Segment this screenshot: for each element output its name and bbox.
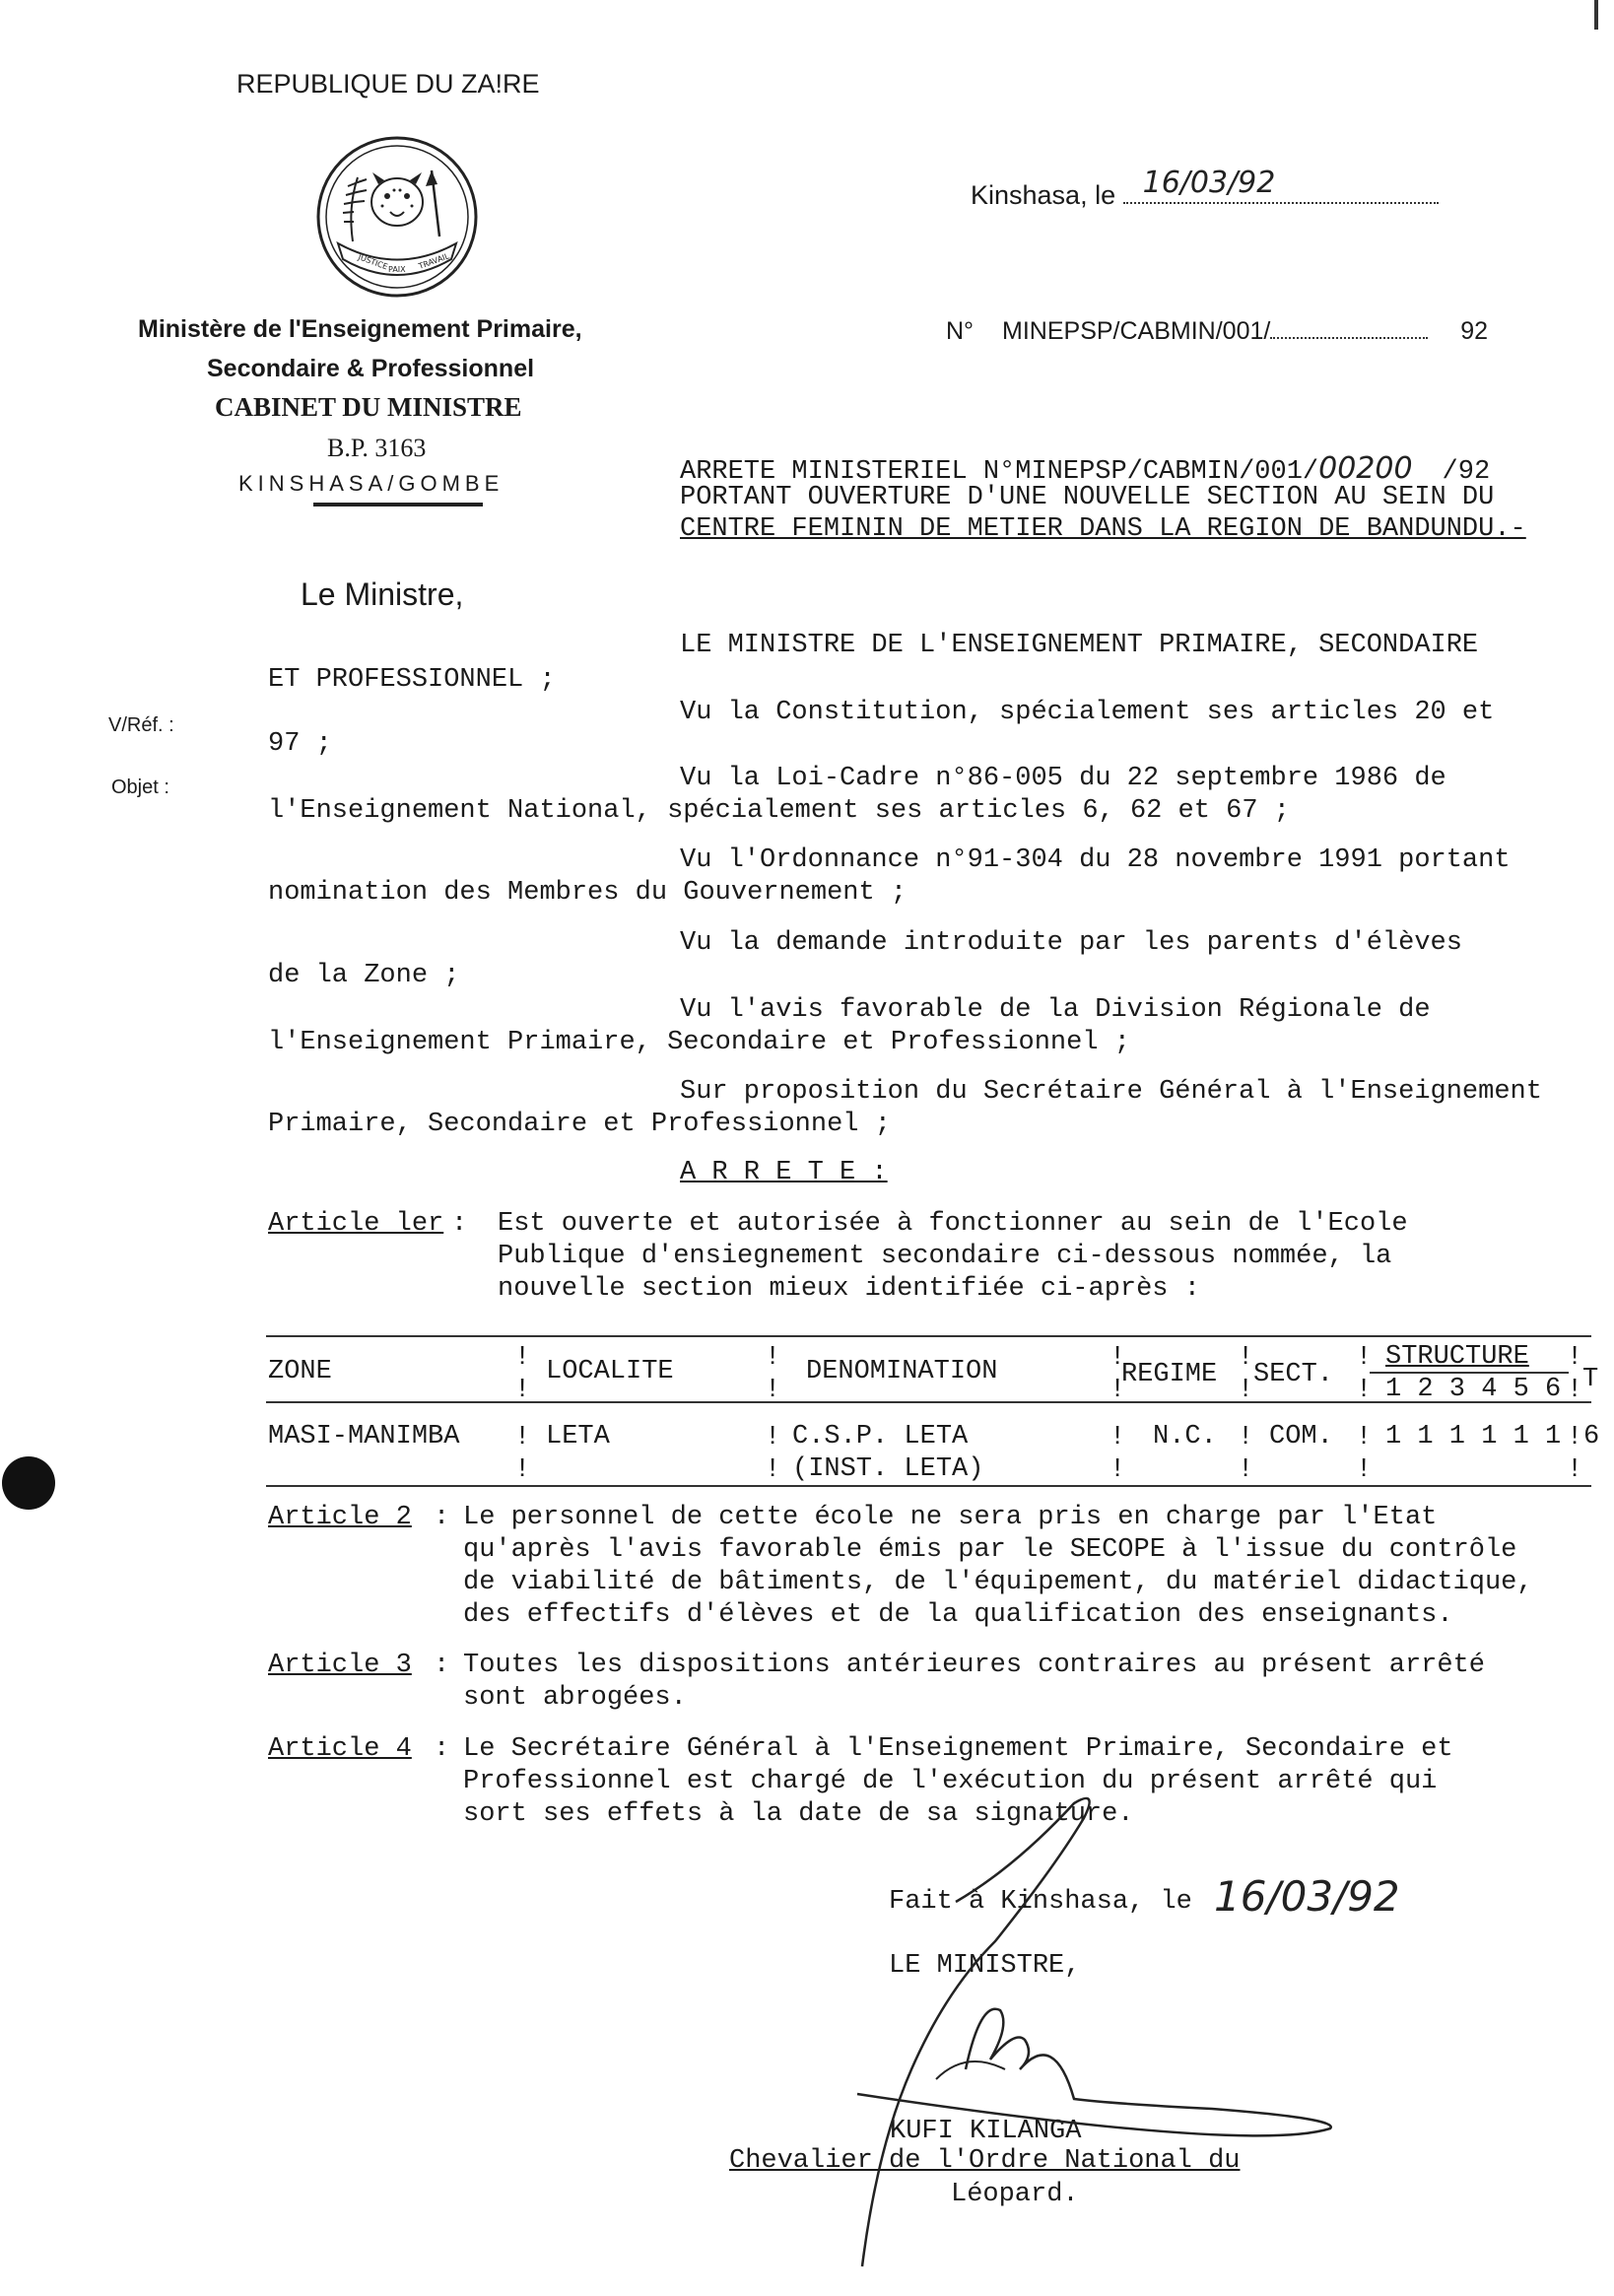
sep-2: ! !: [765, 1343, 781, 1405]
cell-sect: COM.: [1269, 1422, 1333, 1452]
cell-structure: 1 1 1 1 1 1: [1385, 1422, 1562, 1452]
preamble-5a: Vu la demande introduite par les parents d'élèves: [680, 928, 1462, 958]
table-top-rule: [266, 1335, 1591, 1337]
article-2-line-1: Le personnel de cette école ne sera pris en charge par l'Etat: [463, 1503, 1438, 1532]
objet-label: Objet :: [111, 777, 169, 798]
cell-denomination-2: (INST. LETA): [792, 1454, 984, 1484]
article-4-line-2: Professionnel est chargé de l'exécution du présent arrêté qui: [463, 1767, 1438, 1796]
cell-total: 6: [1583, 1422, 1600, 1452]
coat-of-arms-seal: [313, 133, 481, 301]
preamble-3b: l'Enseignement National, spécialement ses articles 6, 62 et 67 ;: [268, 796, 1290, 826]
minister-salutation: Le Ministre,: [301, 576, 464, 612]
col-header-structure: STRUCTURE: [1385, 1342, 1529, 1372]
preamble-7b: Primaire, Secondaire et Professionnel ;: [268, 1110, 891, 1139]
title-line-2: PORTANT OUVERTURE D'UNE NOUVELLE SECTION AU SEIN DU: [680, 483, 1495, 512]
article-3-label: Article 3: [268, 1651, 412, 1680]
article-1-line-1: Est ouverte et autorisée à fonctionner au sein de l'Ecole: [498, 1209, 1408, 1239]
sep-1: ! !: [514, 1343, 531, 1405]
col-header-zone: ZONE: [268, 1357, 332, 1386]
preamble-6a: Vu l'avis favorable de la Division Régionale de: [680, 995, 1431, 1025]
place-label: Kinshasa, le: [971, 180, 1116, 210]
title-suffix: /92: [1442, 457, 1491, 487]
article-1-line-3: nouvelle section mieux identifiée ci-après :: [498, 1274, 1200, 1304]
preamble-4b: nomination des Membres du Gouvernement ;: [268, 878, 908, 908]
article-1-colon: :: [451, 1209, 468, 1239]
honor-line-2: Léopard.: [951, 2180, 1079, 2209]
preamble-1b: ET PROFESSIONNEL ;: [268, 665, 556, 695]
no-value: MINEPSP/CABMIN/001/: [1002, 317, 1271, 345]
arrete-heading: A R R E T E :: [680, 1158, 888, 1187]
seal-word-justice: JUSTICE: [357, 252, 389, 272]
header-handwritten-date: 16/03/92: [1142, 166, 1276, 200]
place-date-line: [971, 166, 1439, 211]
title-line-3: CENTRE FEMININ DE METIER DANS LA REGION DE BANDUNDU.-: [680, 514, 1526, 544]
reference-number-line: [946, 317, 1488, 346]
article-4-line-3: sort ses effets à la date de sa signature.: [463, 1799, 1134, 1829]
header-rule: [313, 503, 483, 506]
edge-mark: [1594, 0, 1598, 30]
fait-a-line: Fait à Kinshasa, le: [889, 1887, 1192, 1917]
cell-zone: MASI-MANIMBA: [268, 1422, 460, 1452]
vref-label: V/Réf. :: [108, 714, 174, 736]
cell-localite: LETA: [546, 1422, 610, 1452]
preamble-6b: l'Enseignement Primaire, Secondaire et Professionnel ;: [268, 1028, 1130, 1057]
sep-4: ! !: [1238, 1343, 1254, 1405]
preamble-4a: Vu l'Ordonnance n°91-304 du 28 novembre 1991 portant: [680, 845, 1511, 875]
ministry-line-2: Secondaire & Professionnel: [207, 355, 535, 382]
article-4-label: Article 4: [268, 1734, 412, 1764]
article-3-line-2: sont abrogées.: [463, 1683, 687, 1713]
ministry-line-1: Ministère de l'Enseignement Primaire,: [138, 315, 582, 343]
article-2-label: Article 2: [268, 1503, 412, 1532]
honor-line-1: Chevalier de l'Ordre National du: [729, 2146, 1241, 2176]
article-1-line-2: Publique d'ensiegnement secondaire ci-dessous nommée, la: [498, 1242, 1392, 1271]
handwritten-signature: [818, 1774, 1370, 2286]
title-line-1: [680, 451, 1490, 487]
preamble-2a: Vu la Constitution, spécialement ses articles 20 et: [680, 698, 1495, 727]
col-header-years: 1 2 3 4 5 6: [1385, 1375, 1562, 1404]
preamble-3a: Vu la Loi-Cadre n°86-005 du 22 septembre 1986 de: [680, 764, 1446, 793]
minister-name: KUFI KILANGA: [890, 2117, 1082, 2146]
article-3-line-1: Toutes les dispositions antérieures contraires au présent arrêté: [463, 1651, 1485, 1680]
minister-title: LE MINISTRE,: [889, 1951, 1081, 1981]
article-2-line-4: des effectifs d'élèves et de la qualification des enseignants.: [463, 1600, 1453, 1630]
article-2-line-2: qu'après l'avis favorable émis par le SECOPE à l'issue du contrôle: [463, 1535, 1517, 1565]
city-line: KINSHASA/GOMBE: [238, 471, 504, 496]
punch-hole-mark: [2, 1456, 55, 1510]
preamble-1a: LE MINISTRE DE L'ENSEIGNEMENT PRIMAIRE, SECONDAIRE: [680, 631, 1479, 660]
col-header-sect: SECT.: [1253, 1360, 1334, 1389]
preamble-2b: 97 ;: [268, 729, 332, 759]
col-header-total: T: [1582, 1365, 1599, 1394]
col-header-localite: LOCALITE: [546, 1357, 674, 1386]
postal-box: B.P. 3163: [327, 434, 427, 462]
signature-handwritten-date: 16/03/92: [1214, 1872, 1400, 1921]
title-handwritten-number: 00200: [1318, 451, 1413, 486]
no-year: 92: [1460, 317, 1489, 345]
seal-word-travail: TRAVAIL: [417, 251, 451, 271]
republic-heading: REPUBLIQUE DU ZA!RE: [236, 69, 540, 99]
sep-5: ! !: [1356, 1343, 1373, 1405]
seal-word-paix: PAIX: [388, 265, 406, 274]
preamble-7a: Sur proposition du Secrétaire Général à l'Enseignement: [680, 1077, 1542, 1107]
cabinet-heading: CABINET DU MINISTRE: [215, 392, 522, 422]
preamble-5b: de la Zone ;: [268, 961, 460, 990]
article-4-line-1: Le Secrétaire Général à l'Enseignement Primaire, Secondaire et: [463, 1734, 1453, 1764]
cell-regime: N.C.: [1153, 1422, 1217, 1452]
col-header-regime: REGIME: [1121, 1360, 1218, 1389]
sep-3: ! !: [1110, 1343, 1126, 1405]
col-header-denomination: DENOMINATION: [806, 1357, 998, 1386]
title-prefix: ARRETE MINISTERIEL N°MINEPSP/CABMIN/001/: [680, 457, 1319, 487]
article-1-label: Article ler: [268, 1209, 444, 1239]
table-bottom-rule: [266, 1485, 1591, 1487]
cell-denomination: C.S.P. LETA: [792, 1422, 969, 1452]
article-2-line-3: de viabilité de bâtiments, de l'équipement, du matériel didactique,: [463, 1568, 1533, 1597]
no-label: N°: [946, 317, 975, 345]
structure-underline: [1370, 1372, 1569, 1374]
sep-6: ! !: [1567, 1343, 1583, 1405]
